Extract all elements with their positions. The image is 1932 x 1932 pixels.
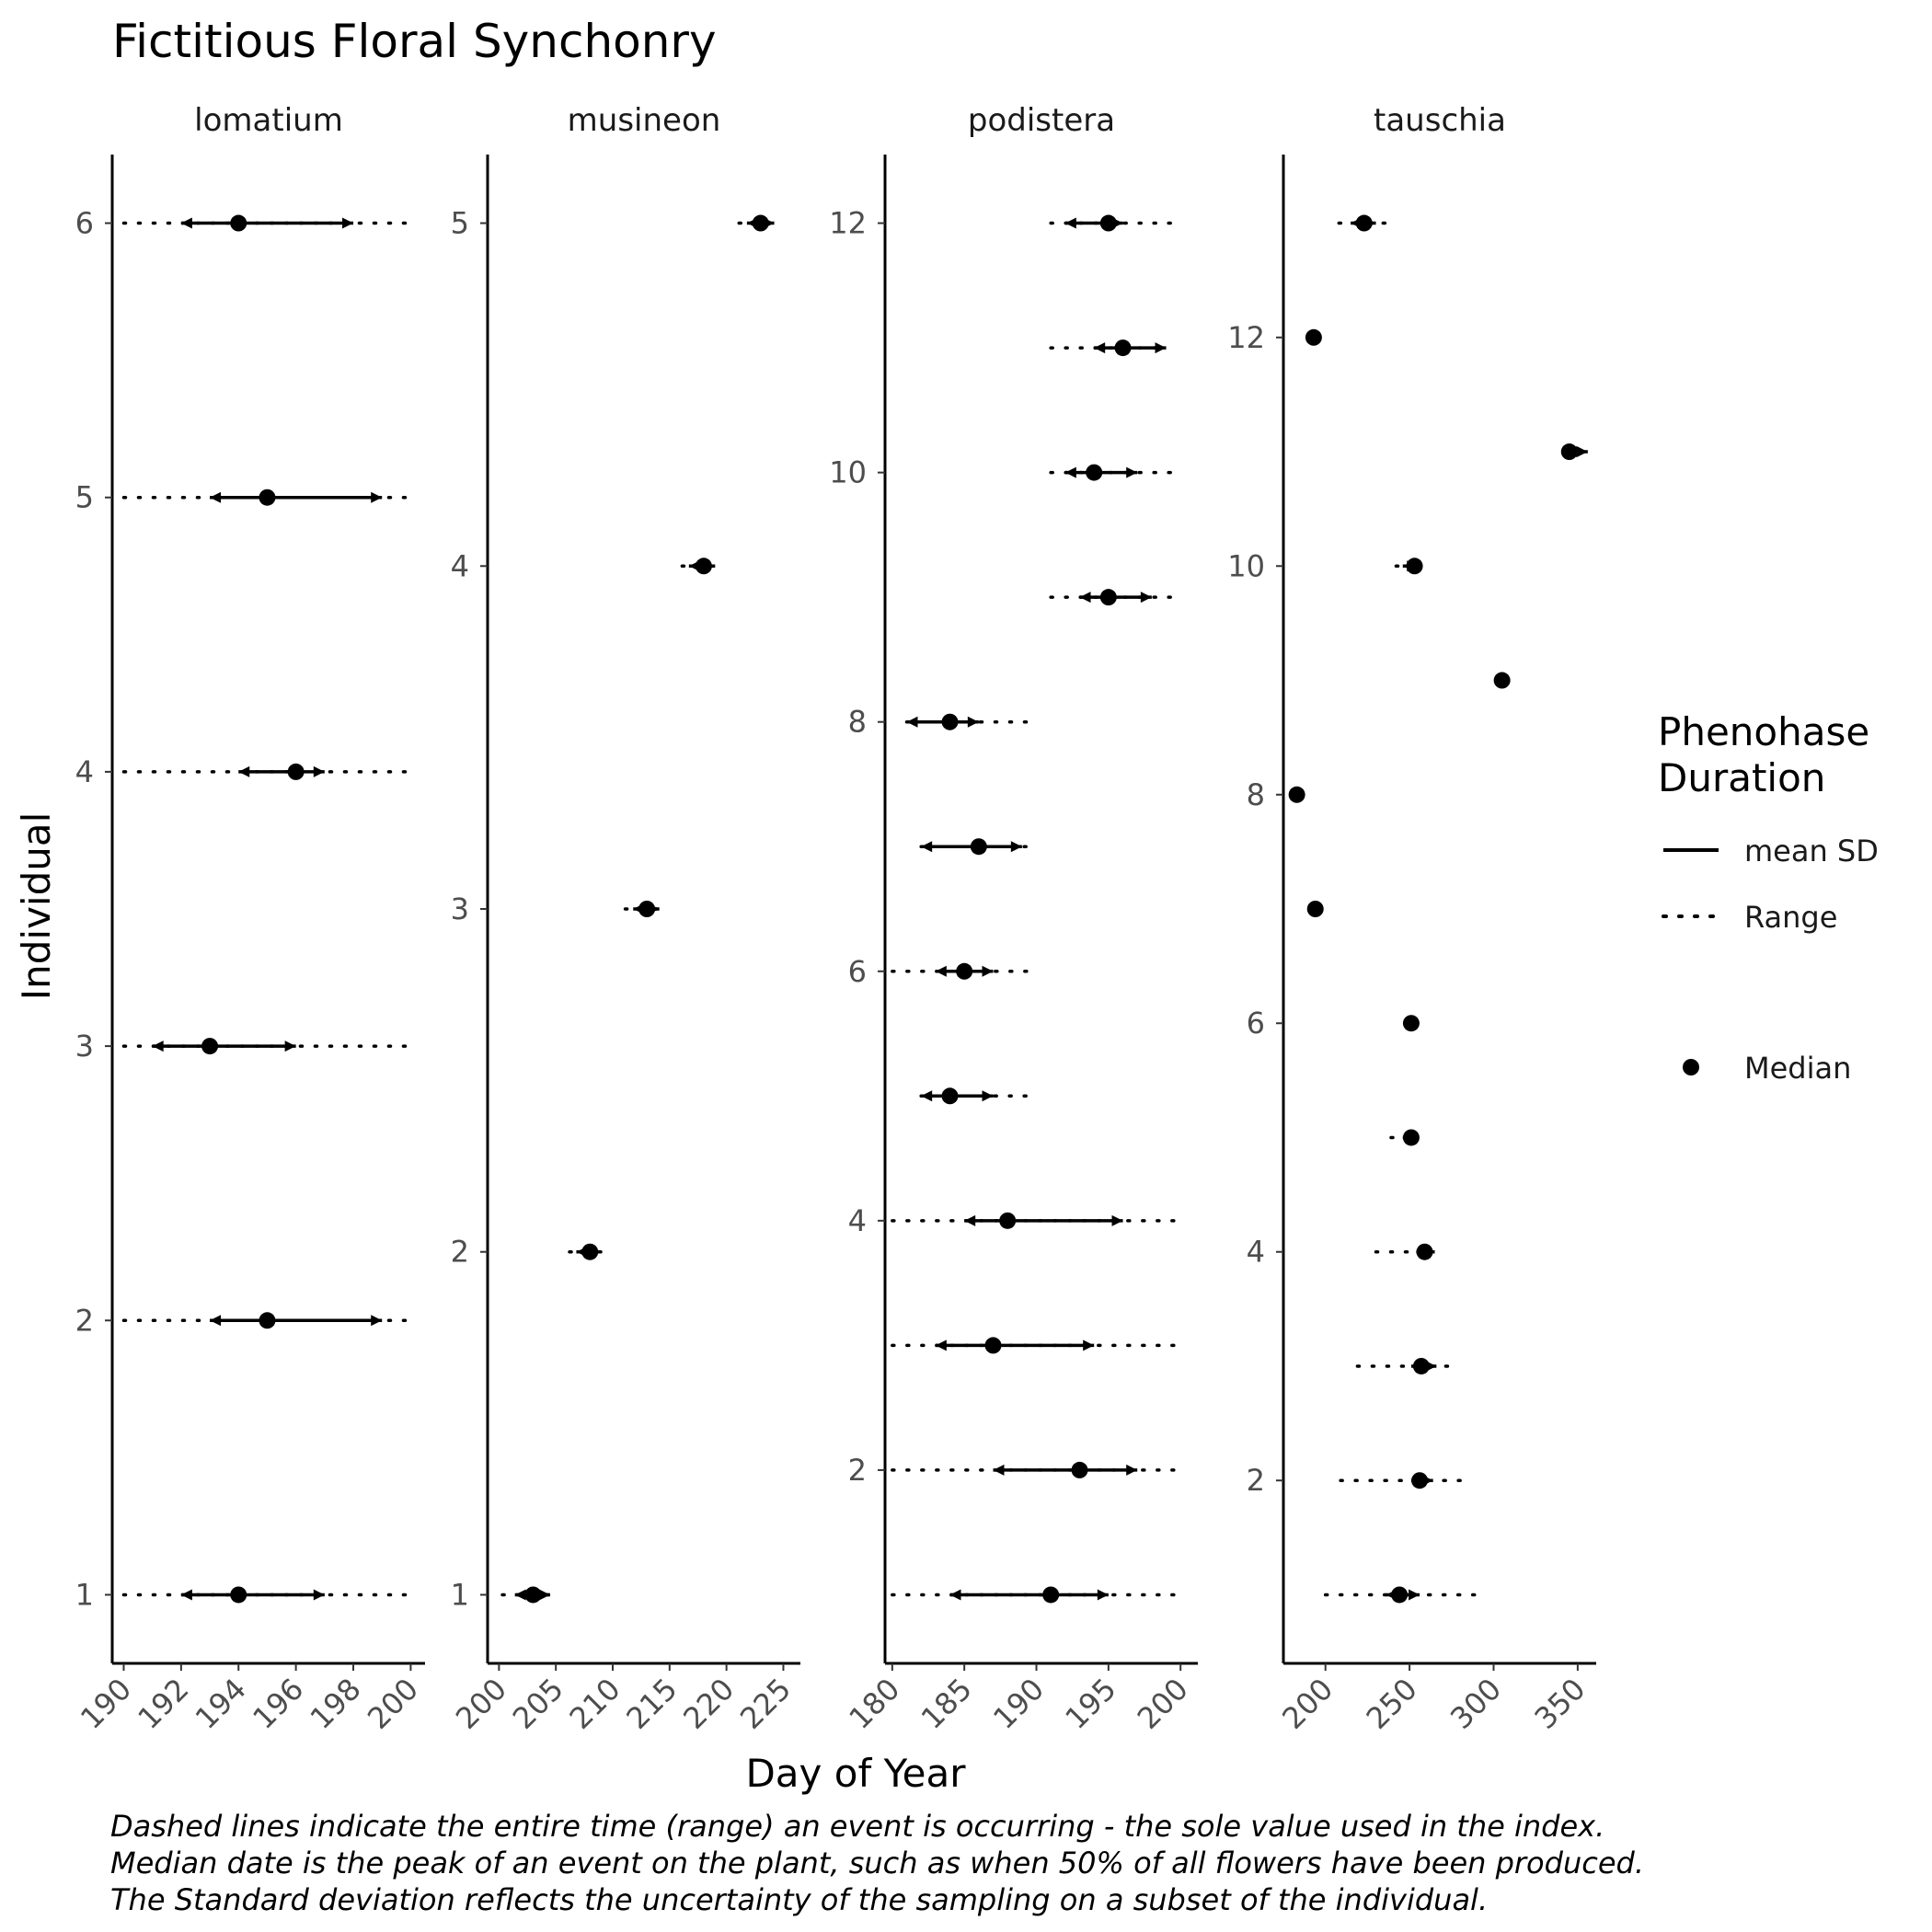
legend-title-line2: Duration (1658, 755, 1826, 800)
sd-arrow-left (210, 492, 221, 503)
legend-median-key (1683, 1059, 1699, 1075)
facet-musineon (449, 102, 800, 1736)
sd-arrow-right (983, 966, 994, 977)
y-tick-label: 3 (450, 891, 469, 926)
y-tick-label: 4 (847, 1202, 867, 1238)
x-tick-label: 192 (131, 1671, 196, 1736)
x-tick-label: 250 (1359, 1671, 1424, 1736)
x-tick-label: 210 (562, 1671, 627, 1736)
individual-7 (1307, 901, 1324, 917)
sd-arrow-left (210, 1315, 221, 1326)
facet-label: tauschia (1374, 102, 1506, 139)
sd-arrow-right (1156, 342, 1167, 353)
median-point (1072, 1462, 1088, 1478)
individual-5 (921, 1087, 1036, 1104)
sd-arrow-left (153, 1041, 164, 1052)
x-tick-label: 180 (842, 1671, 907, 1736)
individual-4 (123, 764, 410, 780)
median-point (942, 714, 959, 730)
x-tick-label: 190 (74, 1671, 139, 1736)
y-tick-label: 2 (75, 1303, 94, 1339)
individual-9 (1494, 673, 1511, 689)
median-point (201, 1038, 218, 1054)
median-point (288, 764, 305, 780)
legend-range-label: Range (1744, 900, 1838, 935)
sd-arrow-left (936, 966, 947, 977)
sd-arrow-right (314, 766, 325, 777)
median-point (524, 1586, 541, 1603)
y-tick-label: 2 (450, 1234, 469, 1270)
sd-arrow-left (994, 1465, 1005, 1476)
individual-3 (626, 901, 663, 917)
y-tick-label: 5 (75, 479, 94, 515)
y-tick-label: 1 (75, 1577, 94, 1613)
x-tick-label: 220 (676, 1671, 742, 1736)
x-tick-label: 225 (733, 1671, 799, 1736)
individual-5 (1391, 1129, 1420, 1145)
median-point (1100, 215, 1117, 232)
median-point (971, 838, 987, 855)
median-point (999, 1213, 1016, 1229)
x-axis-title: Day of Year (745, 1751, 966, 1796)
sd-arrow-left (1065, 467, 1076, 478)
individual-6 (1403, 1015, 1420, 1031)
x-tick-label: 215 (619, 1671, 684, 1736)
sd-arrow-left (1080, 592, 1091, 603)
individual-13 (1339, 215, 1389, 232)
individual-10 (1051, 465, 1180, 481)
individual-9 (1051, 589, 1180, 605)
sd-arrow-left (181, 1589, 192, 1600)
caption-line-2: Median date is the peak of an event on the plant, such as when 50% of all flowers have been produced. (110, 1846, 1644, 1880)
individual-3 (123, 1038, 410, 1054)
sd-arrow-right (314, 1589, 325, 1600)
individual-3 (892, 1337, 1180, 1353)
sd-arrow-left (964, 1215, 975, 1226)
individual-12 (1305, 329, 1322, 346)
sd-arrow-right (285, 1041, 296, 1052)
individual-11 (1561, 443, 1588, 460)
y-tick-label: 12 (829, 205, 867, 241)
median-point (1307, 901, 1324, 917)
x-tick-label: 195 (1058, 1671, 1123, 1736)
facet-label: podistera (967, 102, 1116, 139)
median-point (1407, 558, 1423, 574)
facet-label: musineon (567, 102, 721, 139)
x-tick-label: 185 (914, 1671, 979, 1736)
y-tick-label: 10 (1227, 548, 1265, 584)
sd-arrow-left (1065, 218, 1076, 229)
x-tick-label: 196 (246, 1671, 311, 1736)
sd-arrow-right (968, 717, 979, 728)
median-point (956, 963, 972, 980)
legend-title-line1: Phenohase (1658, 709, 1870, 754)
x-tick-label: 200 (1275, 1671, 1340, 1736)
individual-2 (569, 1244, 606, 1260)
y-tick-label: 10 (829, 454, 867, 490)
y-tick-label: 12 (1227, 319, 1265, 355)
individual-4 (682, 558, 719, 574)
median-point (581, 1244, 598, 1260)
individual-6 (123, 215, 410, 232)
individual-1 (123, 1586, 410, 1603)
median-point (1494, 673, 1511, 689)
x-tick-label: 190 (986, 1671, 1052, 1736)
individual-6 (892, 963, 1037, 980)
y-tick-label: 5 (450, 205, 469, 241)
sd-arrow-left (515, 1589, 526, 1600)
median-point (638, 901, 655, 917)
y-axis-title: Individual (14, 811, 59, 1001)
median-point (230, 1586, 247, 1603)
individual-4 (892, 1213, 1180, 1229)
y-tick-label: 6 (847, 953, 867, 989)
y-tick-label: 1 (450, 1577, 469, 1613)
median-point (1391, 1586, 1408, 1603)
individual-2 (123, 1312, 410, 1328)
individual-3 (1357, 1358, 1448, 1374)
y-tick-label: 8 (847, 704, 867, 740)
sd-arrow-right (1126, 467, 1137, 478)
individual-11 (1051, 339, 1166, 356)
x-tick-label: 194 (188, 1671, 253, 1736)
median-point (1417, 1244, 1433, 1260)
sd-arrow-right (1011, 841, 1022, 852)
sd-arrow-right (1112, 1215, 1123, 1226)
y-tick-label: 3 (75, 1029, 94, 1064)
sd-arrow-right (342, 218, 353, 229)
median-point (985, 1337, 1002, 1353)
individual-2 (1340, 1472, 1468, 1489)
sd-arrow-right (1409, 1589, 1420, 1600)
median-point (1561, 443, 1578, 460)
median-point (696, 558, 712, 574)
sd-arrow-left (907, 717, 918, 728)
y-tick-label: 4 (1246, 1234, 1265, 1270)
x-tick-label: 200 (361, 1671, 426, 1736)
median-point (1356, 215, 1373, 232)
x-tick-label: 200 (1130, 1671, 1195, 1736)
caption-line-1: Dashed lines indicate the entire time (range) an event is occurring - the sole value used in the index. (110, 1809, 1605, 1844)
individual-1 (1326, 1586, 1486, 1603)
y-tick-label: 4 (450, 548, 469, 584)
individual-12 (1051, 215, 1180, 232)
facets (74, 102, 1596, 1736)
sd-arrow-right (1083, 1340, 1094, 1351)
sd-arrow-right (371, 1315, 382, 1326)
sd-arrow-right (1141, 592, 1152, 603)
y-tick-label: 2 (1246, 1463, 1265, 1499)
individual-4 (1376, 1244, 1435, 1260)
y-tick-label: 6 (75, 205, 94, 241)
median-point (1086, 465, 1102, 481)
sd-arrow-right (371, 492, 382, 503)
median-point (1305, 329, 1322, 346)
chart-title: Fictitious Floral Synchonry (112, 15, 717, 68)
sd-arrow-left (921, 841, 932, 852)
sd-arrow-left (936, 1340, 947, 1351)
sd-arrow-right (1126, 1465, 1137, 1476)
y-tick-label: 6 (1246, 1006, 1265, 1041)
median-point (259, 489, 275, 506)
median-point (1411, 1472, 1428, 1489)
individual-8 (907, 714, 1037, 730)
individual-2 (892, 1462, 1180, 1478)
individual-5 (739, 215, 777, 232)
median-point (1100, 589, 1117, 605)
median-point (942, 1087, 959, 1104)
median-point (259, 1312, 275, 1328)
y-tick-label: 2 (847, 1452, 867, 1488)
median-point (1403, 1015, 1420, 1031)
median-point (1042, 1586, 1059, 1603)
legend-median-label: Median (1744, 1051, 1852, 1086)
individual-5 (123, 489, 410, 506)
median-point (230, 215, 247, 232)
facet-label: lomatium (194, 102, 343, 139)
median-point (1413, 1358, 1430, 1374)
y-tick-label: 4 (75, 753, 94, 789)
median-point (753, 215, 769, 232)
median-point (1115, 339, 1132, 356)
y-tick-label: 8 (1246, 776, 1265, 812)
sd-arrow-left (950, 1589, 961, 1600)
sd-arrow-right (983, 1090, 994, 1101)
facet-tauschia (1227, 102, 1596, 1736)
legend-sd-label: mean SD (1744, 834, 1879, 868)
sd-arrow-left (1094, 342, 1105, 353)
individual-1 (892, 1586, 1180, 1603)
x-tick-label: 198 (303, 1671, 368, 1736)
median-point (1289, 787, 1305, 803)
x-tick-label: 350 (1527, 1671, 1593, 1736)
facet-podistera (829, 102, 1198, 1736)
caption-line-3: The Standard deviation reflects the uncertainty of the sampling on a subset of the individual. (110, 1882, 1489, 1917)
sd-arrow-right (1577, 446, 1588, 457)
sd-arrow-right (1098, 1589, 1109, 1600)
facet-lomatium (74, 102, 425, 1736)
individual-8 (1289, 787, 1305, 803)
x-tick-label: 300 (1443, 1671, 1509, 1736)
sd-arrow-left (921, 1090, 932, 1101)
individual-10 (1396, 558, 1422, 574)
x-tick-label: 200 (448, 1671, 514, 1736)
individual-1 (502, 1586, 552, 1603)
x-tick-label: 205 (505, 1671, 570, 1736)
sd-arrow-left (181, 218, 192, 229)
median-point (1403, 1129, 1420, 1145)
legend (1658, 709, 1879, 1086)
individual-7 (921, 838, 1036, 855)
sd-arrow-left (238, 766, 249, 777)
